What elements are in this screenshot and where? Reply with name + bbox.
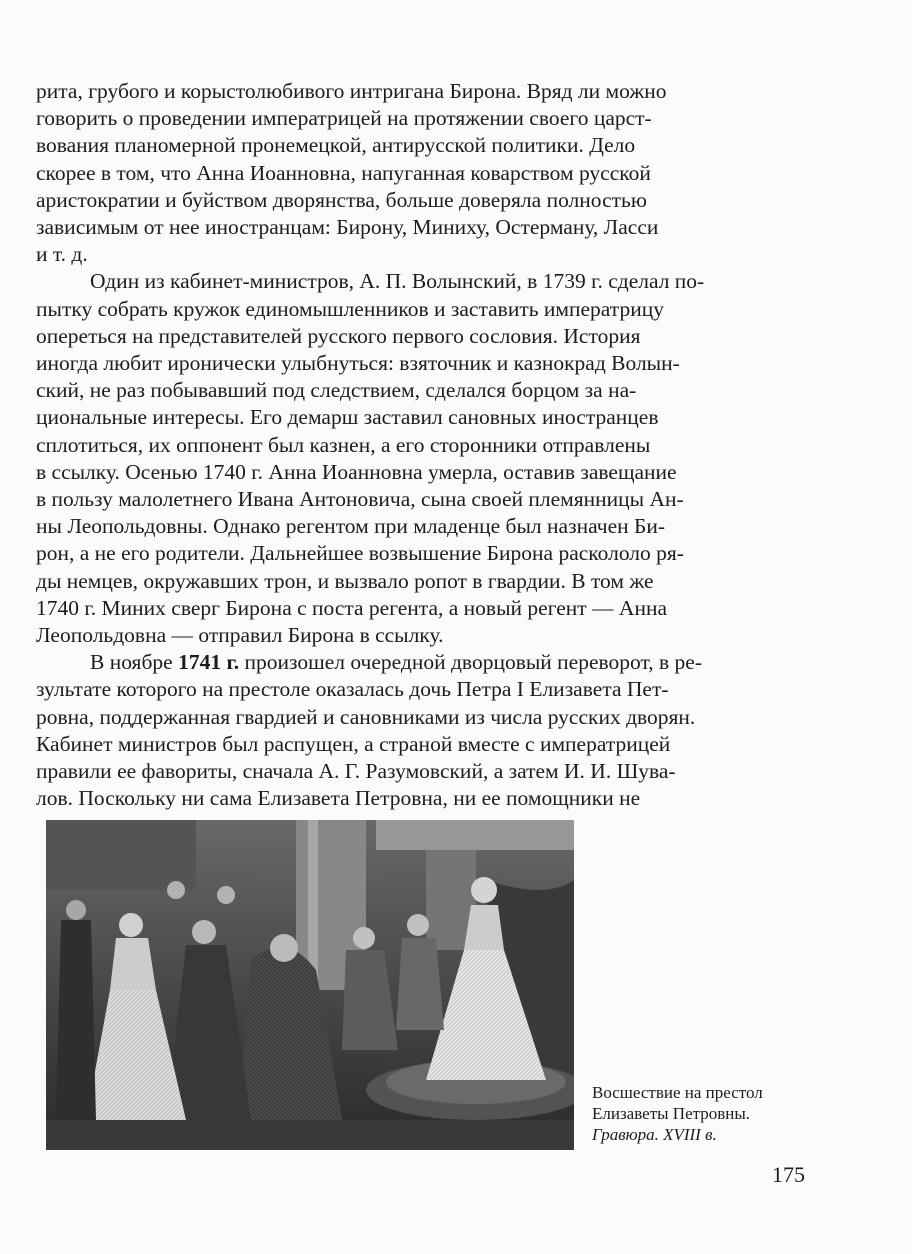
line: ны Леопольдовны. Однако регентом при младенце был назначен Би- xyxy=(36,514,666,539)
line: 1740 г. Миних сверг Бирона с поста регента, а новый регент — Анна xyxy=(36,595,668,620)
line: Один из кабинет-министров, А. П. Волынский, в 1739 г. сделал по- xyxy=(90,269,705,294)
line: опереться на представителей русского первого сословия. История xyxy=(36,323,641,348)
page-number: 175 xyxy=(772,1162,805,1187)
line: пытку собрать кружок единомышленников и заставить императрицу xyxy=(36,296,664,321)
paragraph-1 xyxy=(36,78,806,268)
line: в ссылку. Осенью 1740 г. Анна Иоанновна умерла, оставив завещание xyxy=(36,459,677,484)
line: циональные интересы. Его демарш заставил сановных иностранцев xyxy=(36,405,659,430)
caption-line: Восшествие на престол xyxy=(592,1083,763,1102)
engraving-drawing xyxy=(46,820,574,1150)
line: ды немцев, окружавших трон, и вызвало ропот в гвардии. В том же xyxy=(36,568,654,593)
line: аристократии и буйством дворянства, больше доверяла полностью xyxy=(36,187,647,212)
paragraph-3 xyxy=(36,649,806,812)
paragraph-2 xyxy=(36,268,806,649)
line: сплотиться, их оппонент был казнен, а его сторонники отправлены xyxy=(36,432,651,457)
line: иногда любит иронически улыбнуться: взяточник и казнокрад Волын- xyxy=(36,351,680,376)
line: зависимым от нее иностранцам: Бирону, Миниху, Остерману, Ласси xyxy=(36,215,659,240)
caption-line: Елизаветы Петровны. xyxy=(592,1104,751,1123)
line: правили ее фавориты, сначала А. Г. Разумовский, а затем И. И. Шува- xyxy=(36,759,676,784)
figure-caption xyxy=(592,1082,842,1145)
body-text xyxy=(36,78,806,812)
line: Леопольдовна — отправил Бирона в ссылку. xyxy=(36,623,444,648)
line: зультате которого на престоле оказалась дочь Петра I Елизавета Пет- xyxy=(36,677,669,702)
line: рита, грубого и корыстолюбивого интригана Бирона. Вряд ли можно xyxy=(36,79,667,103)
line: лов. Поскольку ни сама Елизавета Петровна, ни ее помощники не xyxy=(36,786,641,811)
line: ровна, поддержанная гвардией и сановниками из числа русских дворян. xyxy=(36,704,696,729)
line-lead: В ноябре xyxy=(90,650,179,675)
caption-source: Гравюра. XVIII в. xyxy=(592,1125,717,1144)
line: в пользу малолетнего Ивана Антоновича, сына своей племянницы Ан- xyxy=(36,487,684,512)
line: говорить о проведении императрицей на протяжении своего царст- xyxy=(36,106,652,131)
line: Кабинет министров был распущен, а страной вместе с императрицей xyxy=(36,731,671,756)
line: рон, а не его родители. Дальнейшее возвышение Бирона раскололо ря- xyxy=(36,541,684,566)
line: произошел очередной дворцовый переворот, в ре- xyxy=(239,650,702,675)
line: вования планомерной пронемецкой, антирусской политики. Дело xyxy=(36,133,636,158)
line: и т. д. xyxy=(36,242,88,267)
bold-date: 1741 г. xyxy=(178,650,240,675)
line: ский, не раз побывавший под следствием, сделался борцом за на- xyxy=(36,378,637,403)
line: скорее в том, что Анна Иоанновна, напуганная коварством русской xyxy=(36,160,651,185)
engraving-illustration xyxy=(46,820,574,1150)
